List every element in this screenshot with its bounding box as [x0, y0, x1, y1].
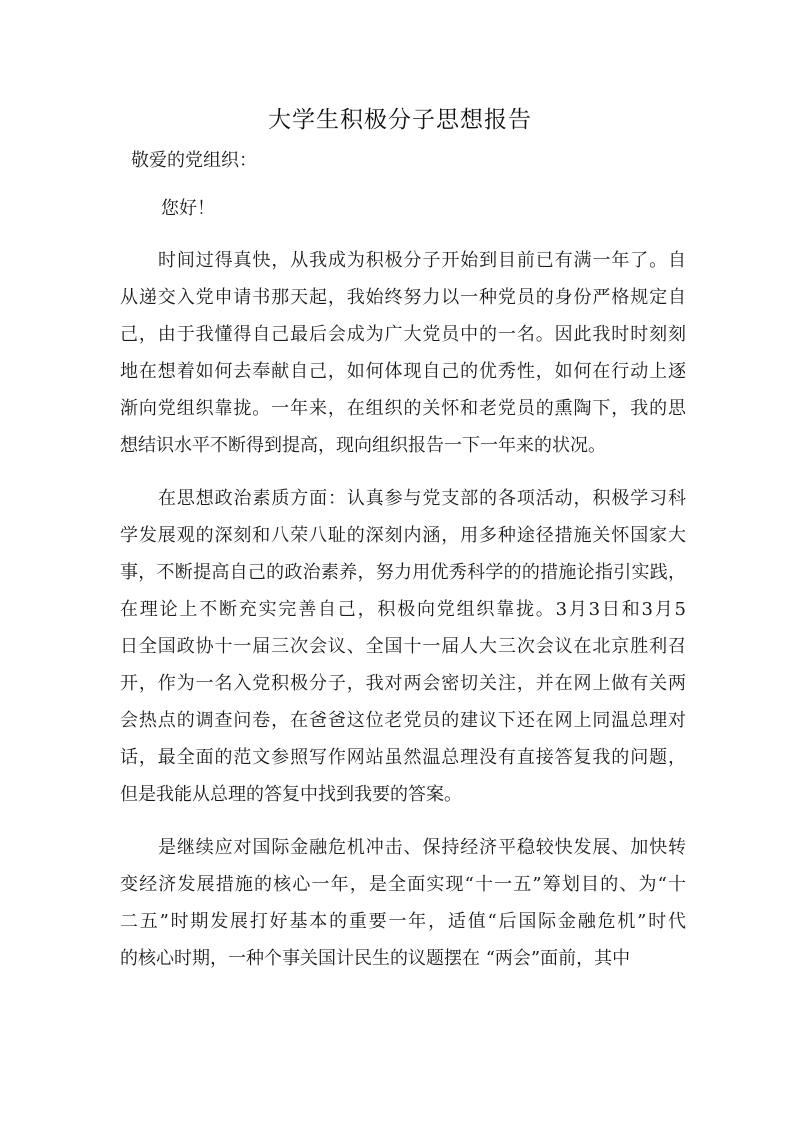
paragraph-line: 话，最全面的范文参照写作网站虽然温总理没有直接答复我的问题， [120, 747, 686, 768]
body-paragraph [120, 480, 686, 813]
paragraph-line: 会热点的调查问卷，在爸爸这位老党员的建议下还在网上同温总理对 [120, 710, 686, 731]
paragraph-line: 在理论上不断充实完善自己，积极向党组织靠拢。3月3日和3月5 [120, 599, 686, 620]
greeting-paragraph [120, 190, 686, 227]
paragraph-line: 事，不断提高自己的政治素养，努力用优秀科学的的措施论指引实践， [120, 562, 686, 583]
greeting-line: 您好！ [161, 198, 215, 219]
body-paragraph [120, 829, 686, 977]
paragraph-line: 从递交入党申请书那天起，我始终努力以一种党员的身份严格规定自 [120, 287, 686, 308]
paragraph-line: 己，由于我懂得自己最后会成为广大党员中的一名。因此我时时刻刻 [120, 324, 686, 345]
paragraph-line: 时间过得真快，从我成为积极分子开始到目前已有满一年了。自 [158, 250, 686, 271]
salutation: 敬爱的党组织： [131, 150, 257, 171]
paragraph-line: 二五”时期发展打好基本的重要一年，适值“后国际金融危机”时代 [120, 911, 686, 932]
paragraph-line: 渐向党组织靠拢。一年来，在组织的关怀和老党员的熏陶下，我的思 [120, 398, 686, 419]
body-paragraph [120, 242, 686, 464]
paragraphs-container [120, 242, 686, 977]
paragraph-line: 变经济发展措施的核心一年，是全面实现“十一五”筹划目的、为“十 [120, 874, 686, 895]
paragraph-line: 想结识水平不断得到提高，现向组织报告一下一年来的状况。 [120, 435, 606, 456]
document-title: 大学生积极分子思想报告 [268, 107, 532, 133]
paragraph-line: 开，作为一名入党积极分子，我对两会密切关注，并在网上做有关两 [120, 673, 686, 694]
paragraph-line: 的核心时期，一种个事关国计民生的议题摆在 “两会”面前，其中 [120, 948, 631, 969]
paragraph-line: 学发展观的深刻和八荣八耻的深刻内涵，用多种途径措施关怀国家大 [120, 525, 686, 546]
paragraph-line: 日全国政协十一届三次会议、全国十一届人大三次会议在北京胜利召 [120, 636, 686, 657]
paragraph-line: 是继续应对国际金融危机冲击、保持经济平稳较快发展、加快转 [158, 837, 686, 858]
document-body [120, 143, 686, 977]
paragraph-line: 在思想政治素质方面：认真参与党支部的各项活动，积极学习科 [158, 488, 686, 509]
paragraph-line: 但是我能从总理的答复中找到我要的答案。 [120, 784, 462, 805]
paragraph-line: 地在想着如何去奉献自己，如何体现自己的优秀性，如何在行动上逐 [120, 361, 686, 382]
